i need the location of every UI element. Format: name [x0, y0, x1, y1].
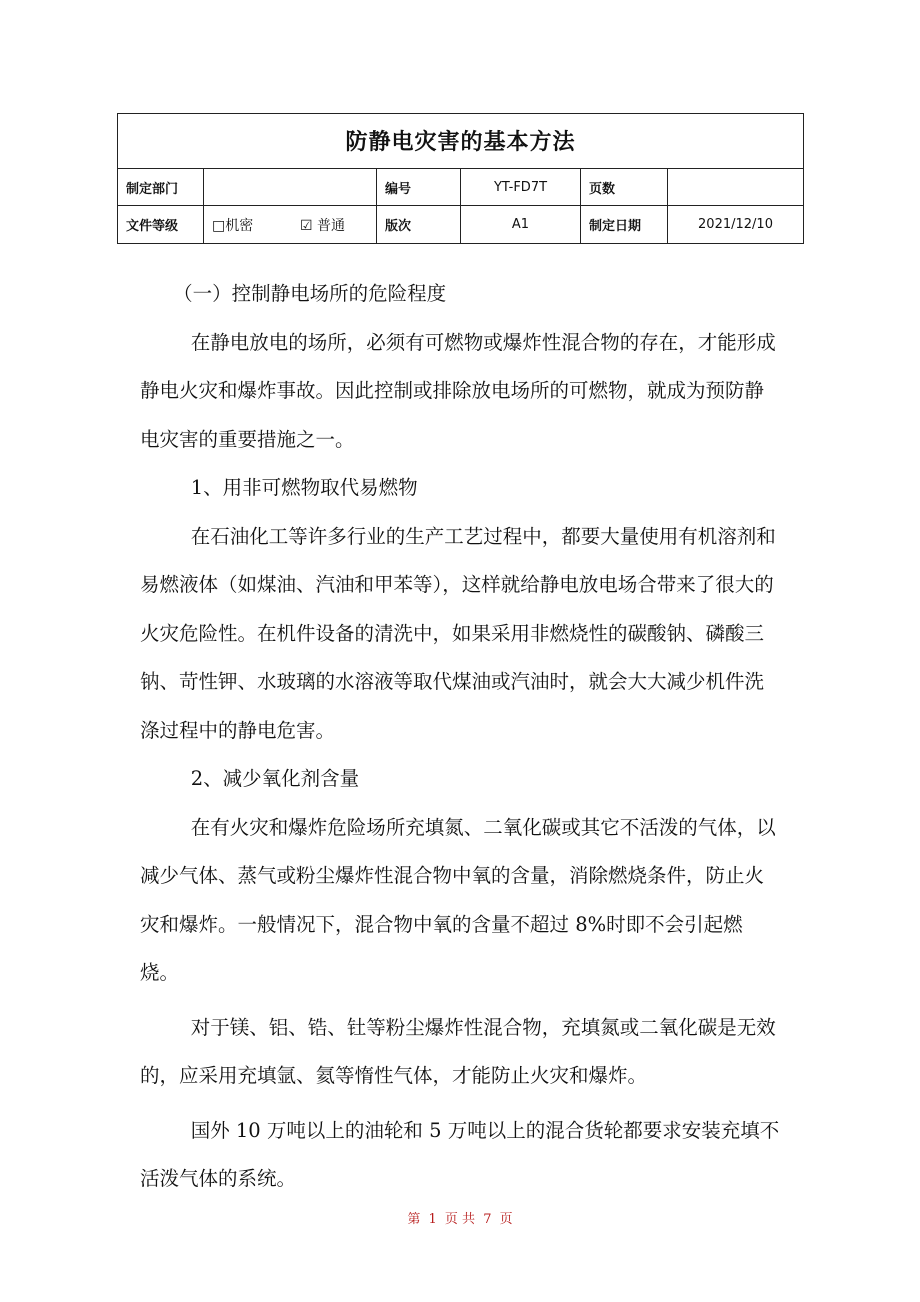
- footer-suffix: 页: [499, 1212, 513, 1227]
- code-value: YT-FD7T: [461, 168, 581, 206]
- level-option-secret: □机密: [212, 217, 254, 234]
- code-label: 编号: [377, 168, 461, 206]
- paragraph-2: 在石油化工等许多行业的生产工艺过程中，都要大量使用有机溶剂和易燃液体（如煤油、汽油和甲苯等），这样就给静电放电场合带来了很大的火灾危险性。在机件设备的清洗中，如果采用非燃烧性的碳酸钠、磷酸三钠、苛性钾、水玻璃的水溶液等取代煤油或汽油时，就会大大减少机件洗涤过程中的静电危害。: [140, 524, 776, 742]
- item-2-heading: 2、减少氧化剂含量: [190, 767, 360, 790]
- footer-prefix: 第: [407, 1212, 421, 1227]
- page-footer: [0, 1208, 920, 1227]
- level-label: 文件等级: [118, 206, 204, 244]
- section-heading: （一）控制静电场所的危险程度: [173, 282, 447, 305]
- footer-current-page: 1: [428, 1212, 437, 1227]
- paragraph-5: 国外 10 万吨以上的油轮和 5 万吨以上的混合货轮都要求安装充填不活泼气体的系统。: [140, 1118, 780, 1190]
- document-header-table: [117, 113, 804, 244]
- paragraph-3: 在有火灾和爆炸危险场所充填氮、二氧化碳或其它不活泼的气体，以减少气体、蒸气或粉尘爆炸性混合物中氧的含量，消除燃烧条件，防止火灾和爆炸。一般情况下，混合物中氧的含量不超过 8%时即不会引起燃烧。: [140, 815, 776, 984]
- date-value: 2021/12/10: [668, 206, 804, 244]
- document-body: [140, 270, 780, 1204]
- version-value: A1: [461, 206, 581, 244]
- date-label: 制定日期: [581, 206, 668, 244]
- paragraph-4: 对于镁、铝、锆、钍等粉尘爆炸性混合物，充填氮或二氧化碳是无效的，应采用充填氩、氦等惰性气体，才能防止火灾和爆炸。: [140, 1015, 776, 1087]
- document-title: 防静电灾害的基本方法: [118, 114, 804, 169]
- footer-total-pages: 7: [483, 1212, 492, 1227]
- paragraph-1: 在静电放电的场所，必须有可燃物或爆炸性混合物的存在，才能形成静电火灾和爆炸事故。因此控制或排除放电场所的可燃物，就成为预防静电灾害的重要措施之一。: [140, 330, 776, 451]
- item-1-heading: 1、用非可燃物取代易燃物: [190, 476, 418, 499]
- level-options: [204, 206, 377, 244]
- pages-label: 页数: [581, 168, 668, 206]
- level-option-normal: ☑ 普通: [300, 217, 346, 234]
- version-label: 版次: [377, 206, 461, 244]
- dept-label: 制定部门: [118, 168, 204, 206]
- dept-value: [204, 168, 377, 206]
- pages-value: [668, 168, 804, 206]
- footer-middle: 页 共: [444, 1212, 476, 1227]
